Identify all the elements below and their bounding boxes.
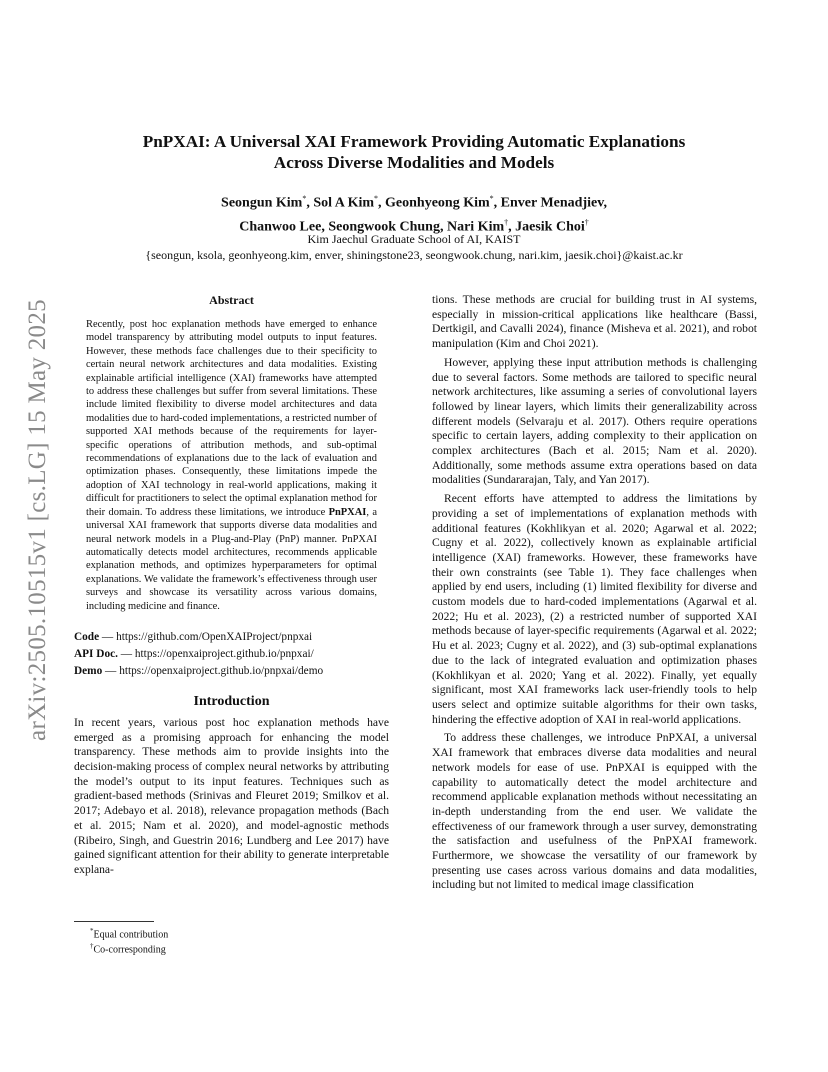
- author-separator: ,: [493, 195, 501, 211]
- footnote-divider: [74, 921, 154, 922]
- author-mark: *: [489, 194, 494, 203]
- author-mark: †: [504, 217, 509, 227]
- title-line-2: Across Diverse Modalities and Models: [273, 153, 555, 172]
- introduction-heading: Introduction: [193, 693, 270, 709]
- api-doc-link-row: [74, 646, 389, 663]
- affiliation: [80, 231, 748, 263]
- paper-title: [80, 131, 748, 173]
- link-separator: —: [102, 664, 120, 677]
- footnote-text: Co-corresponding: [93, 944, 166, 956]
- author-name: Seongun Kim: [221, 195, 303, 211]
- introduction-paragraph: In recent years, various post hoc explanation methods have emerged as a promising approach for enhancing the model transparency. These methods aim to provide insights into the decision-making process of complex neural networks by attributing the model’s output to its input features. Techniques such as gradient-based methods (Srinivas and Fleuret 2019; Smilkov et al. 2017; Adebayo et al. 2018), relevance propagation methods (Bach et al. 2015; Nam et al. 2020), and model-agnostic methods (Ribeiro, Singh, and Guestrin 2016; Lundberg and Lee 2017) have gained significant attention for their ability to generate interpretable explana-: [74, 715, 389, 876]
- author-name: Jaesik Choi: [515, 219, 585, 235]
- author-name: Nari Kim: [446, 219, 505, 235]
- link-label: API Doc.: [74, 647, 118, 660]
- author-name: Enver Menadjiev: [500, 195, 604, 211]
- affiliation-emails: {seongun, ksola, geonhyeong.kim, enver, shiningstone23, seongwook.chung, nari.kim, jaesik.choi}@kaist.ac.kr: [145, 248, 683, 262]
- abstract-text: Recently, post hoc explanation methods have emerged to enhance model transparency by attributing model outputs to input features. However, these methods face challenges due to their specificity to certain neural network architectures and data modalities. Existing explainable artificial intelligence (XAI) frameworks have attempted to address these challenges but suffer from several limitations. These include limited flexibility to diverse model architectures and data modalities due to hard-coded implementations, a restricted number of supported XAI methods because of the requirements for layer-specific operations of attribution methods, and sub-optimal recommendations of explanations due to the lack of evaluation and optimization phases. Consequently, these limitations impede the adoption of XAI technology in real-world applications, making it difficult for practitioners to select the optimal explanation method for their domain. To address these limitations, we introduce: [86, 319, 377, 518]
- api-doc-link[interactable]: https://openxaiproject.github.io/pnpxai/: [134, 647, 314, 660]
- footnote-co-corresponding: [90, 940, 166, 956]
- abstract-framework-name: PnPXAI: [328, 506, 367, 518]
- author-mark: *: [374, 194, 379, 203]
- abstract-heading: Abstract: [209, 293, 254, 307]
- resource-links: [74, 629, 389, 680]
- right-column: [432, 293, 757, 893]
- arxiv-stamp: [18, 280, 58, 760]
- body-paragraph: tions. These methods are crucial for building trust in AI systems, especially in mission-critical applications like healthcare (Bassi, Dertkigil, and Cavalli 2024), finance (Misheva et al. 2021), and robot manipulation (Kim and Choi 2021).: [432, 293, 757, 351]
- author-name: Chanwoo Lee: [239, 219, 322, 235]
- body-paragraph: However, applying these input attribution methods is challenging due to several factors. Some methods are tailored to specific neural network architectures, like assuming a series of convolutional layers followed by linear layers, which limits their generalizability across different models (Selvaraju et al. 2017). Others require operations specific to certain layers, adding complexity to their application on complex architectures (Bach et al. 2015; Nam et al. 2020). Additionally, some methods assume extra operations based on data modalities (Sundararajan, Taly, and Yan 2017).: [432, 355, 757, 487]
- author-separator: ,: [508, 219, 516, 235]
- code-link-row: [74, 629, 389, 646]
- abstract-body: [86, 318, 377, 613]
- affiliation-school: Kim Jaechul Graduate School of AI, KAIST: [307, 232, 521, 246]
- author-separator: ,: [603, 195, 607, 211]
- body-paragraph: To address these challenges, we introduce PnPXAI, a universal XAI framework that embraces diverse data modalities and neural network models for ease of use. PnPXAI is equipped with the capability to automatically detect the model architecture and recommend applicable explanation methods without necessitating an in-depth understanding from the end user. We validate the effectiveness of our framework through a user survey, demonstrating the satisfaction and usefulness of the PnPXAI framework. Furthermore, we showcase the versatility of our framework by presenting use cases across various domains and data modalities, including but not limited to medical image classification: [432, 731, 757, 892]
- footnote-mark: †: [90, 942, 94, 950]
- footnote-text: Equal contribution: [93, 929, 169, 941]
- body-paragraph: Recent efforts have attempted to address the limitations by providing a set of implementations of explanation methods with additional features (Kokhlikyan et al. 2020; Agarwal et al. 2022; Cugny et al. 2022), collectively known as explainable artificial intelligence (XAI) frameworks. However, these frameworks have their own constraints (see Table 1). They face challenges when applied by end users, including (1) limited flexibility for diverse and custom models due to hard-coded implementations (Agarwal et al. 2022; Hu et al. 2023), (2) a restricted number of supported XAI methods because of layer-specific requirements (Agarwal et al. 2022; Hu et al. 2023; Cugny et al. 2022), and (3) sub-optimal explanations due to the lack of integrated evaluation and optimization phases (Kokhlikyan et al. 2020; Yang et al. 2022). Finally, yet equally significant, most XAI frameworks lack user-friendly tools to help users select and optimize suitable algorithms for their own tasks, hindering the effective adoption of XAI in real-world applications.: [432, 492, 757, 726]
- author-name: Geonhyeong Kim: [385, 195, 490, 211]
- author-list: [80, 189, 748, 236]
- title-line-1: PnPXAI: A Universal XAI Framework Providing Automatic Explanations: [142, 132, 686, 151]
- demo-link[interactable]: https://openxaiproject.github.io/pnpxai/demo: [119, 664, 324, 677]
- link-label: Demo: [74, 664, 103, 677]
- author-mark: †: [584, 217, 589, 227]
- arxiv-identifier: arXiv:2505.10515v1 [cs.LG] 15 May 2025: [24, 299, 51, 741]
- author-name: Sol A Kim: [313, 195, 375, 211]
- author-line-1: [80, 189, 748, 213]
- author-separator: ,: [321, 219, 329, 235]
- author-separator: ,: [378, 195, 386, 211]
- footnote-mark: *: [90, 927, 94, 935]
- abstract-text: , a universal XAI framework that supports diverse data modalities and neural network models in a Plug-and-Play (PnP) manner. PnPXAI automatically detects model architectures, recommends applicable explanation methods, and optimizes hyperparameters for optimal explanations. We validate the framework’s effectiveness through user surveys and showcase its versatility across various domains, including medicine and finance.: [86, 506, 377, 612]
- left-column: [74, 293, 389, 878]
- author-mark: *: [302, 194, 307, 203]
- author-name: Seongwook Chung: [328, 219, 440, 235]
- demo-link-row: [74, 663, 389, 680]
- author-separator: ,: [439, 219, 447, 235]
- link-label: Code: [74, 630, 100, 643]
- author-separator: ,: [306, 195, 314, 211]
- code-link[interactable]: https://github.com/OpenXAIProject/pnpxai: [116, 630, 313, 643]
- footnote-equal-contribution: [90, 925, 168, 941]
- link-separator: —: [117, 647, 135, 660]
- link-separator: —: [99, 630, 117, 643]
